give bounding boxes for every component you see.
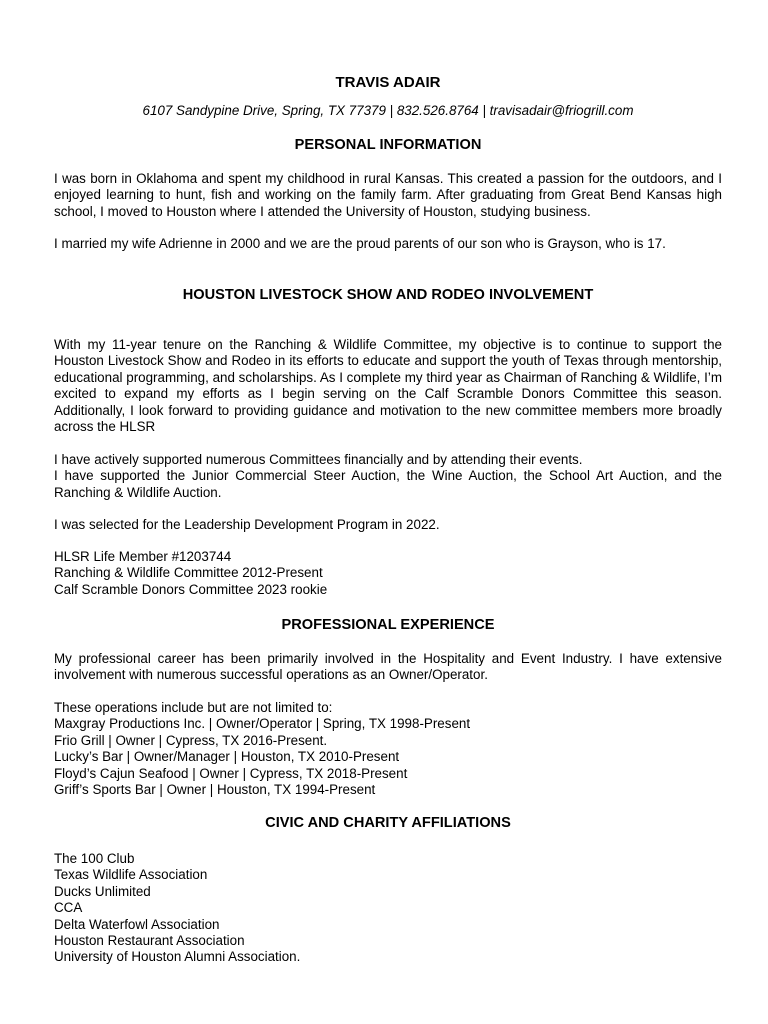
contact-line: 6107 Sandypine Drive, Spring, TX 77379 | 832.526.8764 | travisadair@friogrill.com [142,103,634,118]
operations-intro: These operations include but are not limited to: [54,700,333,715]
rodeo-leadership-line: I was selected for the Leadership Development Program in 2022. [54,517,440,532]
civic-item: University of Houston Alumni Association. [54,949,301,965]
civic-item: CCA [54,900,83,916]
professional-paragraph-1: My professional career has been primarily involved in the Hospitality and Event Industry. I have extensive involvement with numerous successful operations as an Owner/Operator. [54,651,722,683]
section-heading-personal: PERSONAL INFORMATION [294,137,482,153]
membership-item: Ranching & Wildlife Committee 2012-Present [54,565,323,581]
membership-list [54,549,722,598]
operation-item: Griff’s Sports Bar | Owner | Houston, TX 1994-Present [54,782,376,798]
operation-item: Maxgray Productions Inc. | Owner/Operator | Spring, TX 1998-Present [54,716,471,732]
civic-item: Delta Waterfowl Association [54,916,220,932]
membership-item: HLSR Life Member #1203744 [54,549,232,564]
rodeo-support-block [54,452,722,501]
section-heading-rodeo: HOUSTON LIVESTOCK SHOW AND RODEO INVOLVEMENT [182,287,594,303]
section-heading-civic: CIVIC AND CHARITY AFFILIATIONS [265,815,511,831]
section-heading-professional: PROFESSIONAL EXPERIENCE [281,617,495,633]
civic-item: The 100 Club [54,851,135,866]
operation-item: Frio Grill | Owner | Cypress, TX 2016-Present. [54,732,328,748]
civic-item: Texas Wildlife Association [54,867,208,883]
membership-item: Calf Scramble Donors Committee 2023 rookie [54,581,328,597]
rodeo-support-line-2: I have supported the Junior Commercial Steer Auction, the Wine Auction, the School Art Auction, and the Ranching & Wildlife Auction. [54,468,722,500]
civic-item: Houston Restaurant Association [54,933,245,949]
resume-name: TRAVIS ADAIR [335,74,441,91]
civic-list [54,851,722,966]
civic-item: Ducks Unlimited [54,883,151,899]
rodeo-support-line-1: I have actively supported numerous Committees financially and by attending their events. [54,452,583,467]
operation-item: Lucky’s Bar | Owner/Manager | Houston, TX 2010-Present [54,749,400,765]
rodeo-paragraph-1: With my 11-year tenure on the Ranching & Wildlife Committee, my objective is to continue to support the Houston Livestock Show and Rodeo in its efforts to educate and support the youth of Texas through mentorship, educational programming, and scholarships. As I complete my third year as Chairman of Ranching & Wildlife, I’m excited to expand my efforts as I begin serving on the Calf Scramble Donors Committee this season. Additionally, I look forward to providing guidance and motivation to the new committee members more broadly across the HLSR [54,337,722,435]
operation-item: Floyd’s Cajun Seafood | Owner | Cypress, TX 2018-Present [54,765,408,781]
operations-list [54,700,722,798]
personal-paragraph-1: I was born in Oklahoma and spent my childhood in rural Kansas. This created a passion for the outdoors, and I enjoyed learning to hunt, fish and working on the family farm. After graduating from Great Bend Kansas high school, I moved to Houston where I attended the University of Houston, studying business. [54,171,722,219]
personal-paragraph-2: I married my wife Adrienne in 2000 and we are the proud parents of our son who is Grayson, who is 17. [54,236,666,251]
